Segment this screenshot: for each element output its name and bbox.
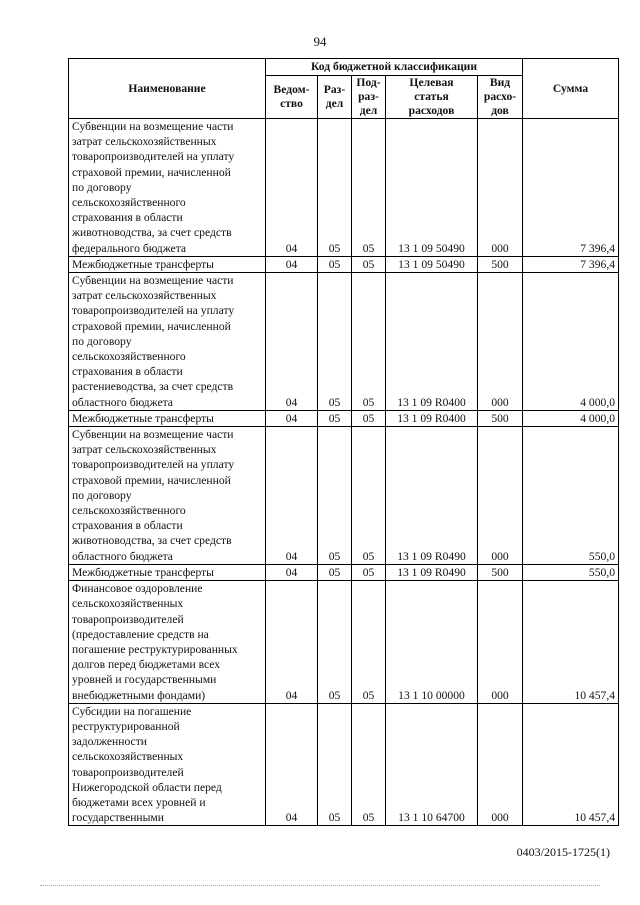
header-name: Наименование xyxy=(69,59,266,119)
cell-summa: 7 396,4 xyxy=(523,119,619,257)
text-line: сельскохозяйственного xyxy=(72,350,186,364)
budget-table xyxy=(68,58,619,826)
text-line: задолженности xyxy=(72,735,147,749)
cell-podrazdel: 05 xyxy=(352,119,386,257)
table-row xyxy=(69,273,619,411)
cell-podrazdel: 05 xyxy=(352,273,386,411)
cell-vedomstvo: 04 xyxy=(266,427,318,565)
text-line: товаропроизводителей на уплату xyxy=(72,304,235,318)
header-vedomstvo xyxy=(266,76,318,119)
text-line: страхования в области xyxy=(72,519,183,533)
cell-celevaya-statya: 13 1 09 50490 xyxy=(386,119,478,257)
text-line: затрат сельскохозяйственных xyxy=(72,443,217,457)
cell-name xyxy=(69,119,266,257)
cell-vedomstvo: 04 xyxy=(266,410,318,426)
text-line: животноводства, за счет средств xyxy=(72,534,232,548)
table-row xyxy=(69,410,619,426)
table-row xyxy=(69,581,619,704)
cell-podrazdel: 05 xyxy=(352,410,386,426)
text-line: страхования в области xyxy=(72,211,183,225)
cell-name xyxy=(69,256,266,272)
cell-summa: 4 000,0 xyxy=(523,410,619,426)
text-line: Межбюджетные трансферты xyxy=(72,565,214,579)
page-number: 94 xyxy=(313,34,327,49)
text-line: Нижегородской области перед xyxy=(72,780,222,794)
text-line: сельскохозяйственных xyxy=(72,750,184,764)
text-line: государственными xyxy=(72,811,164,825)
cell-summa: 4 000,0 xyxy=(523,273,619,411)
text-line: Межбюджетные трансферты xyxy=(72,411,214,425)
cell-name xyxy=(69,427,266,565)
cell-celevaya-statya: 13 1 10 00000 xyxy=(386,581,478,704)
cell-podrazdel: 05 xyxy=(352,256,386,272)
cell-vid-raskhodov: 000 xyxy=(478,427,523,565)
cell-summa: 10 457,4 xyxy=(523,703,619,826)
cell-vedomstvo: 04 xyxy=(266,256,318,272)
text-line: по договору xyxy=(72,488,132,502)
text-line: сельскохозяйственного xyxy=(72,196,186,210)
table-row xyxy=(69,119,619,257)
text-line: Субвенции на возмещение части xyxy=(72,120,234,133)
text-line: погашение реструктурированных xyxy=(72,642,238,656)
cell-summa: 10 457,4 xyxy=(523,581,619,704)
table-row xyxy=(69,564,619,580)
text-line: Финансовое оздоровление xyxy=(72,582,203,596)
text-line: затрат сельскохозяйственных xyxy=(72,289,217,303)
cell-name xyxy=(69,410,266,426)
cell-podrazdel: 05 xyxy=(352,564,386,580)
cell-podrazdel: 05 xyxy=(352,581,386,704)
cell-summa: 7 396,4 xyxy=(523,256,619,272)
text-line: по договору xyxy=(72,180,132,194)
text-line: дел xyxy=(359,104,378,117)
cell-vid-raskhodov: 000 xyxy=(478,119,523,257)
text-line: расхо- xyxy=(483,90,517,103)
cell-vid-raskhodov: 500 xyxy=(478,256,523,272)
cell-celevaya-statya: 13 1 09 R0490 xyxy=(386,427,478,565)
text-line: Целевая xyxy=(409,76,454,89)
text-line: (предоставление средств на xyxy=(72,627,209,641)
text-line: страховой премии, начисленной xyxy=(72,165,231,179)
text-line: дел xyxy=(325,97,344,110)
text-line: областного бюджета xyxy=(72,549,173,563)
cell-vid-raskhodov: 000 xyxy=(478,703,523,826)
cell-name xyxy=(69,564,266,580)
cell-vedomstvo: 04 xyxy=(266,581,318,704)
cell-vedomstvo: 04 xyxy=(266,273,318,411)
text-line: Субсидии на погашение xyxy=(72,704,192,718)
cell-razdel: 05 xyxy=(318,581,352,704)
text-line: ство xyxy=(280,97,303,110)
cell-vedomstvo: 04 xyxy=(266,564,318,580)
header-celevaya-statya xyxy=(386,76,478,119)
header-summa: Сумма xyxy=(523,59,619,119)
cell-razdel: 05 xyxy=(318,273,352,411)
text-line: Ведом- xyxy=(273,83,310,96)
text-line: страхования в области xyxy=(72,365,183,379)
cell-razdel: 05 xyxy=(318,256,352,272)
text-line: страховой премии, начисленной xyxy=(72,319,231,333)
text-line: Вид xyxy=(489,76,511,89)
text-line: внебюджетными фондами) xyxy=(72,688,206,702)
cell-celevaya-statya: 13 1 09 R0400 xyxy=(386,273,478,411)
document-code: 0403/2015-1725(1) xyxy=(516,845,610,859)
cell-vid-raskhodov: 500 xyxy=(478,410,523,426)
text-line: растениеводства, за счет средств xyxy=(72,380,234,394)
cell-razdel: 05 xyxy=(318,703,352,826)
cell-vid-raskhodov: 000 xyxy=(478,273,523,411)
text-line: товаропроизводителей xyxy=(72,612,184,626)
text-line: федерального бюджета xyxy=(72,241,187,255)
text-line: долгов перед бюджетами всех xyxy=(72,658,221,672)
text-line: областного бюджета xyxy=(72,395,173,409)
cell-razdel: 05 xyxy=(318,427,352,565)
cell-celevaya-statya: 13 1 09 50490 xyxy=(386,256,478,272)
text-line: затрат сельскохозяйственных xyxy=(72,135,217,149)
text-line: дов xyxy=(491,104,509,117)
text-line: статья xyxy=(414,90,449,103)
text-line: Под- xyxy=(356,76,381,89)
text-line: Субвенции на возмещение части xyxy=(72,428,234,442)
cell-name xyxy=(69,581,266,704)
text-line: бюджетами всех уровней и xyxy=(72,795,206,809)
text-line: сельскохозяйственного xyxy=(72,504,186,518)
cell-razdel: 05 xyxy=(318,410,352,426)
text-line: страховой премии, начисленной xyxy=(72,473,231,487)
text-line: товаропроизводителей xyxy=(72,765,184,779)
header-classification-group: Код бюджетной классификации xyxy=(266,59,523,76)
cell-razdel: 05 xyxy=(318,564,352,580)
cell-podrazdel: 05 xyxy=(352,703,386,826)
text-line: Межбюджетные трансферты xyxy=(72,257,214,271)
table-row xyxy=(69,256,619,272)
header-podrazdel xyxy=(352,76,386,119)
text-line: товаропроизводителей на уплату xyxy=(72,458,235,472)
cell-summa: 550,0 xyxy=(523,564,619,580)
cell-podrazdel: 05 xyxy=(352,427,386,565)
text-line: расходов xyxy=(408,104,455,117)
text-line: Субвенции на возмещение части xyxy=(72,274,234,288)
cell-vid-raskhodov: 000 xyxy=(478,581,523,704)
cell-summa: 550,0 xyxy=(523,427,619,565)
cell-name xyxy=(69,703,266,826)
text-line: Раз- xyxy=(323,83,346,96)
text-line: по договору xyxy=(72,334,132,348)
cell-celevaya-statya: 13 1 10 64700 xyxy=(386,703,478,826)
text-line: раз- xyxy=(358,90,379,103)
cell-vedomstvo: 04 xyxy=(266,703,318,826)
cell-celevaya-statya: 13 1 09 R0400 xyxy=(386,410,478,426)
bottom-edge-divider xyxy=(40,885,600,886)
table-row xyxy=(69,703,619,826)
cell-celevaya-statya: 13 1 09 R0490 xyxy=(386,564,478,580)
table-row xyxy=(69,427,619,565)
header-vid-raskhodov xyxy=(478,76,523,119)
cell-vedomstvo: 04 xyxy=(266,119,318,257)
cell-name xyxy=(69,273,266,411)
text-line: сельскохозяйственных xyxy=(72,597,184,611)
text-line: товаропроизводителей на уплату xyxy=(72,150,235,164)
header-razdel xyxy=(318,76,352,119)
table-body xyxy=(69,119,619,826)
cell-razdel: 05 xyxy=(318,119,352,257)
cell-vid-raskhodov: 500 xyxy=(478,564,523,580)
text-line: уровней и государственными xyxy=(72,673,217,687)
text-line: реструктурированной xyxy=(72,719,180,733)
text-line: животноводства, за счет средств xyxy=(72,226,232,240)
